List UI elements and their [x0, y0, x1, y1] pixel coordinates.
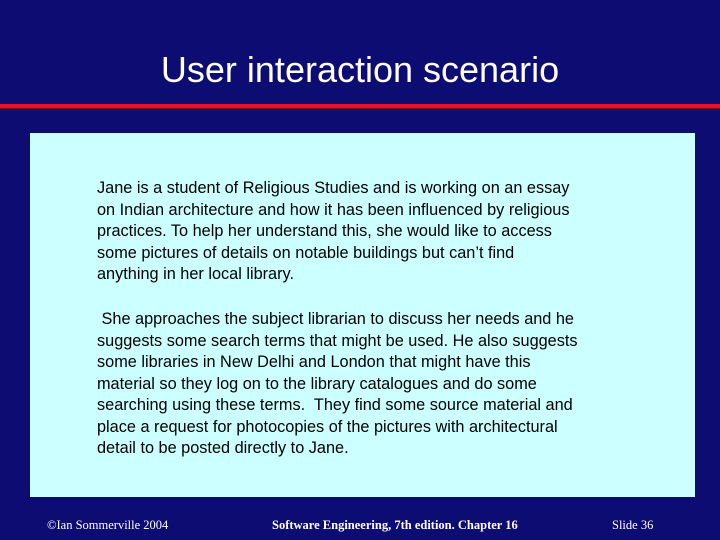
- footer-slide-number: Slide 36: [612, 518, 654, 532]
- footer-book-title: Software Engineering, 7th edition. Chapter 16: [272, 518, 518, 532]
- title-divider-shadow: [0, 108, 720, 109]
- footer-copyright: ©Ian Sommerville 2004: [47, 518, 169, 532]
- scenario-paragraph-1: Jane is a student of Religious Studies and is working on an essay on Indian architecture and how it has been influenced by religious practices. To help her understand this, she would like to access some pictures of details on notable buildings but can’t find anything in her local library.: [97, 179, 570, 283]
- scenario-paragraph-2: She approaches the subject librarian to discuss her needs and he suggests some search terms that might be used. He also suggests some libraries in New Delhi and London that might have this material so they log on to the library catalogues and do some searching using these terms. They find some source material and place a request for photocopies of the pictures with architectural detail to be posted directly to Jane.: [97, 310, 578, 457]
- slide-title: User interaction scenario: [160, 49, 560, 90]
